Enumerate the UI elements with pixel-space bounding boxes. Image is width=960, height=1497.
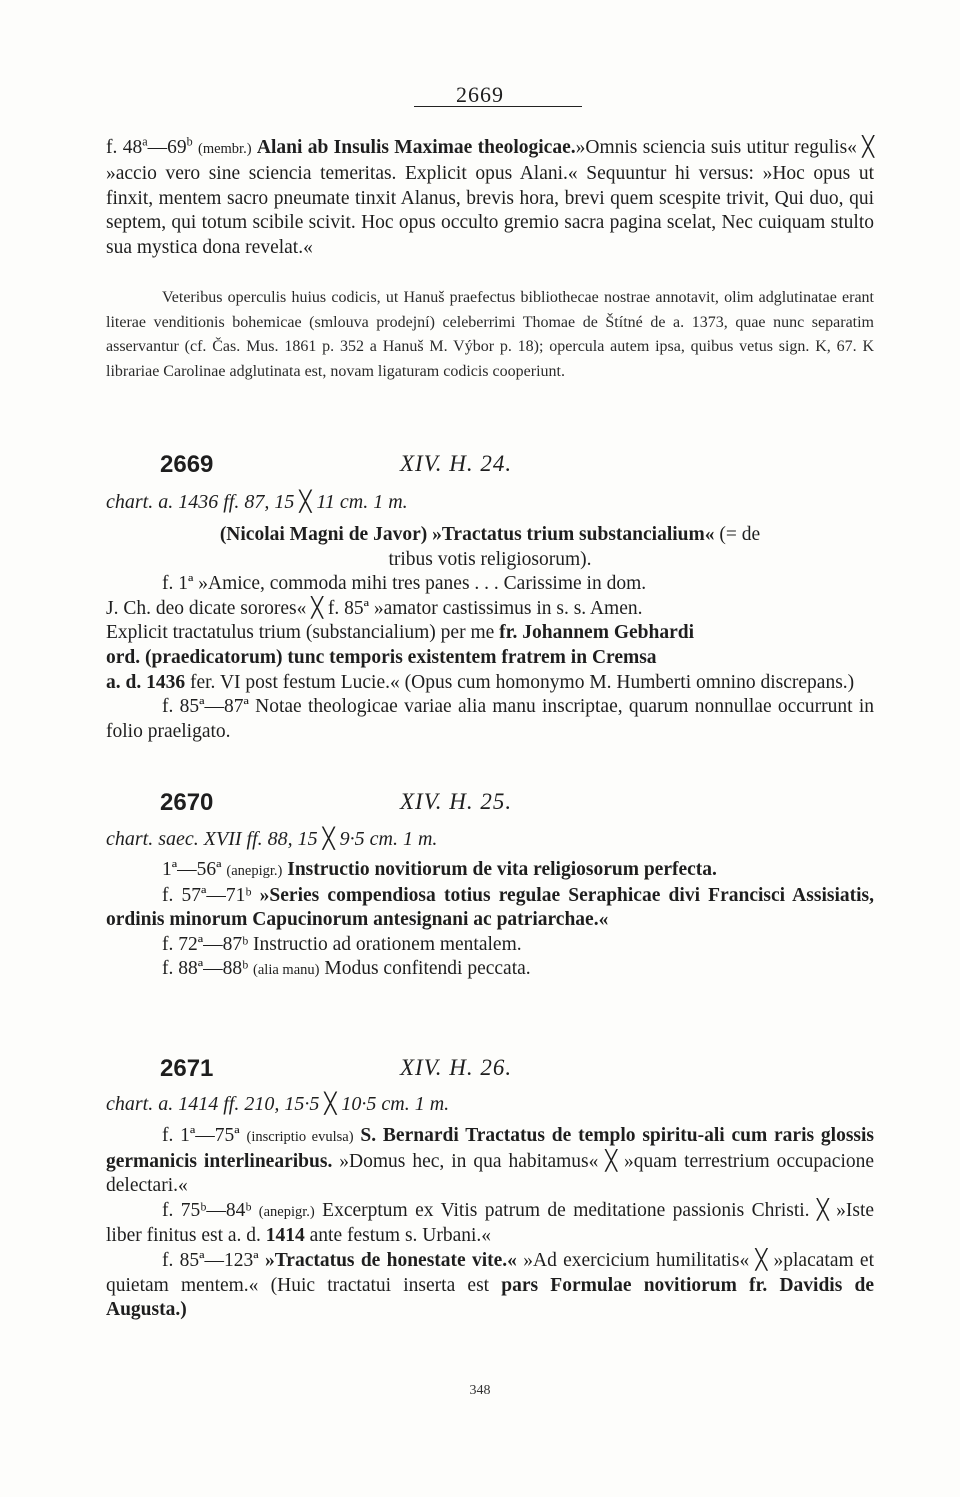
- entry-item-title: »Series compendiosa totius regulae Seraphicae divi Francisci Assisiatis, ordinis minorum Capucinorum antesignani ac patriarchae.«: [106, 884, 874, 931]
- entry-folio-note: (anepigr.): [226, 863, 283, 879]
- intro-text-2: »accio vero sine sciencia temeritas. Explicit opus Alani.« Sequuntur hi versus: »Hoc opus ut finxit, mentem sacro pneumate tinxit Alanus, brevis hora, brevi quem scespite trivit, Qui duo, qui septem, qui totum scibile scivit. Hoc opus occulto gremio sacra pagina scelat, Nec cuiquam stulto sua mystica dona revelat.«: [106, 162, 874, 259]
- cross-icon: ╳: [862, 137, 875, 158]
- entry-folio: f. 1ª—75ª: [162, 1125, 240, 1146]
- entry-item-title: Instructio novitiorum de vita religiosorum perfecta.: [287, 859, 717, 880]
- entry-number: 2670: [160, 789, 214, 816]
- entry-incipit: f. 1ª »Amice, commoda mihi tres panes . . . Carissime in dom.: [162, 573, 647, 595]
- entry-shelfmark: XIV. H. 25.: [400, 789, 513, 814]
- entry-number: 2669: [160, 451, 214, 478]
- intro-note-text: Veteribus operculis huius codicis, ut Hanuš praefectus bibliothecae nostrae annotavit, olim adglutinatae erant literae venditionis bohemicae (smlouva prodejní) celeberrimi Thomae de Štítné de a. 1373, quae nunc separatim asservantur (cf. Čas. Mus. 1861 p. 352 a Hanuš M. Výbor p. 18); opercula autem ipsa, quibus vetus sign. K, 67. K librariae Carolinae adglutinata est, novam ligaturam codicis cooperiunt.: [106, 289, 874, 380]
- entry-colophon: Explicit tractatulus trium (substancialium) per me: [106, 622, 495, 644]
- entry-folio: f. 85ª—123ª: [162, 1249, 259, 1271]
- intro-title: Alani ab Insulis Maximae theologicae.: [256, 137, 576, 158]
- entry-item: Modus confitendi peccata.: [324, 958, 531, 980]
- page-number: 2669: [456, 82, 504, 107]
- entry-description: chart. a. 1436 ff. 87, 15 ╳ 11 cm. 1 m.: [106, 491, 408, 513]
- entry-notes: f. 85ª—87ª Notae theologicae variae alia manu inscriptae, quarum nonnullae occurrunt in folio praeligato.: [106, 696, 874, 742]
- entry-title-rest: (= de: [719, 524, 761, 545]
- intro-folio-a: f. 48: [106, 137, 143, 158]
- intro-text-1: »Omnis sciencia suis utitur regulis«: [575, 137, 857, 158]
- entry-folio-note: (anepigr.): [258, 1203, 315, 1220]
- intro-folio-b: —69: [147, 137, 187, 158]
- entry-title-line: (Nicolai Magni de Javor) »Tractatus trium substancialium«: [219, 524, 715, 545]
- entry-number: 2671: [160, 1055, 214, 1082]
- entry-item-title: S. Bernardi Tractatus de templo spiritu-ali cum raris glossis germanicis interlinearibus.: [106, 1125, 874, 1172]
- entry-item: Excerptum ex Vitis patrum de meditatione passionis Christi. ╳ »Iste liber finitus est a. d.: [106, 1199, 875, 1247]
- folio-number: 348: [469, 1383, 491, 1398]
- entry-folio-note: (alia manu): [253, 962, 320, 979]
- entry-year-bold: 1414: [265, 1225, 305, 1247]
- intro-sup-b: b: [186, 134, 193, 149]
- entry-folio-note: (inscriptio evulsa): [246, 1129, 354, 1145]
- entry-colophon-bold-2: ord. (praedicatorum) tunc temporis existentem fratrem in Cremsa: [106, 646, 657, 668]
- entry-date-bold: a. d. 1436: [106, 671, 186, 693]
- entry-folio: f. 88ª—88ᵇ: [162, 958, 249, 980]
- entry-description: chart. a. 1414 ff. 210, 15·5 ╳ 10·5 cm. 1 m.: [106, 1093, 450, 1115]
- intro-paragraph: [106, 136, 874, 261]
- entry-explicit: J. Ch. deo dicate sorores« ╳ f. 85ª »amator castissimus in s. s. Amen.: [106, 597, 643, 619]
- entry-colophon-bold: fr. Johannem Gebhardi: [499, 622, 695, 644]
- entry-shelfmark: XIV. H. 24.: [400, 451, 513, 476]
- intro-note: [106, 286, 874, 384]
- header-rule: [414, 106, 582, 107]
- entry-item-bold-end: pars Formulae novitiorum fr. Davidis de Augusta.): [106, 1274, 874, 1321]
- entry-folio: f. 57ª—71ᵇ: [162, 884, 252, 906]
- intro-membr: (membr.): [197, 141, 252, 157]
- entry-item: f. 72ª—87ᵇ Instructio ad orationem mentalem.: [162, 933, 522, 955]
- entry-body: [106, 1124, 874, 1323]
- entry-item: »Ad exercicium humilitatis« ╳ »placatam et quietam mentem.« (Huic tractatui inserta est: [106, 1249, 875, 1296]
- intro-sup-a: a: [142, 134, 148, 149]
- entry-item: »Domus hec, in qua habitamus« ╳ »quam terrestrium occupacione delectari.«: [106, 1150, 875, 1197]
- entry-item-title: »Tractatus de honestate vite.«: [264, 1249, 517, 1271]
- entry-date-rest: fer. VI post festum Lucie.« (Opus cum homonymo M. Humberti omnino discrepans.): [189, 671, 855, 693]
- entry-body: [106, 858, 874, 983]
- entry-folio: 1ª—56ª: [162, 859, 222, 880]
- entry-shelfmark: XIV. H. 26.: [400, 1055, 513, 1080]
- entry-body: [106, 523, 874, 744]
- entry-folio: f. 75ᵇ—84ᵇ: [162, 1199, 252, 1221]
- entry-title-line-2: tribus votis religiosorum).: [388, 548, 592, 570]
- entry-item-end: ante festum s. Urbani.«: [309, 1225, 492, 1247]
- entry-description: chart. saec. XVII ff. 88, 15 ╳ 9·5 cm. 1 m.: [106, 828, 438, 850]
